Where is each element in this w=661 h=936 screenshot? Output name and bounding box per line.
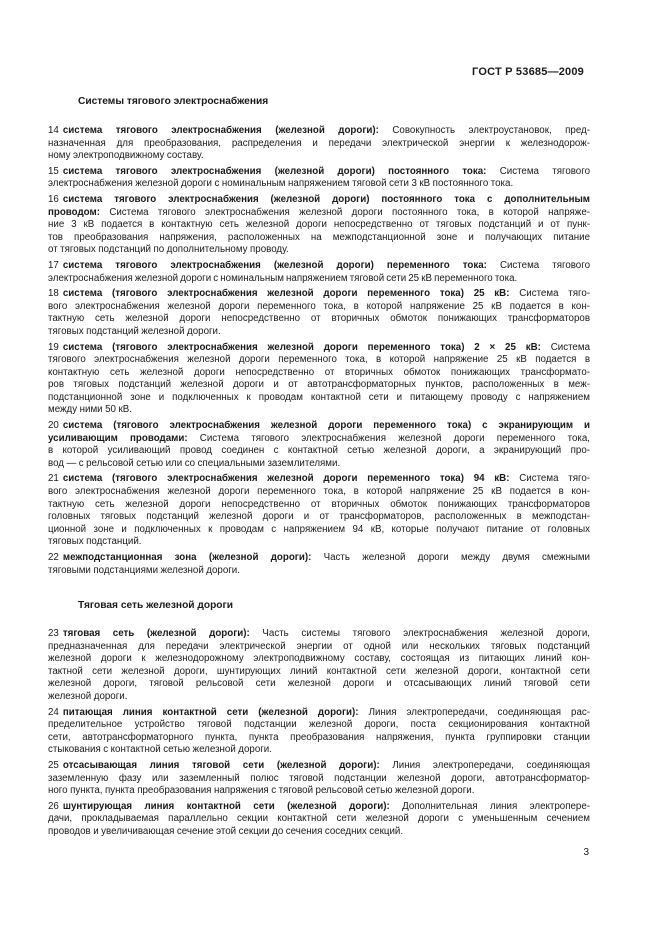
entry-line: ного пункта, пункта преобразования напряжения с тяговой рельсовой сетью железной дороги. [48,785,475,797]
entry-line: тактную сеть железной дороги непосредственно от вторичных обмоток понижающих трансформаторов [48,313,590,325]
entry-line: ционной зоне и подключенных к проводам с напряжением 94 кВ, которые получают питание от головных [48,523,590,535]
term-entry-24 [48,707,590,757]
entry-line: железной дороги, тяговой рельсовой сети железной дороги и отсасывающих линий тяговой сети [48,678,590,690]
entry-line: 26 шунтирующая линия контактной сети (железной дороги): Дополнительная линия электропере- [48,800,590,812]
entry-line: тактной сети железной дороги, шунтирующих линий контактной сети железной дороги, контактной сети [48,665,590,677]
section-title-traction-power-systems: Системы тягового электроснабжения [78,96,269,107]
entry-line: 23 тяговая сеть (железной дороги): Часть системы тягового электроснабжения железной дороги, [48,628,590,639]
entry-line: проводом: Система тягового электроснабжения железной дороги постоянного тока, в которой напряже- [48,206,590,218]
entry-line: железной дороги. [48,690,128,702]
entry-line: тягового электроснабжения железной дороги переменного тока, в которой напряжение 25 кВ подается в [48,354,590,366]
entry-line: тактную сеть железной дороги непосредственно от вторичных обмоток понижающих трансформаторов [48,498,590,510]
term-entry-17 [48,260,590,285]
term-entry-23 [48,628,590,704]
entry-line: 18 система (тягового электроснабжения железной дороги переменного тока) 25 кВ: Система тяго- [48,288,590,300]
entry-line: 21 система (тягового электроснабжения железной дороги переменного тока) 94 кВ: Система тяго- [48,473,590,485]
entry-line: 25 отсасывающая линия тяговой сети (железной дороги): Линия электропередачи, соединяющая [48,759,590,771]
term-entry-20 [48,420,590,470]
term-entry-16 [48,194,590,257]
entry-line: ние 3 кВ подается в контактную сеть железной дороги непосредственно от тяговых подстанций и от пунк- [48,219,590,231]
entry-line: заземленную фазу или заземленный полюс тяговой подстанции железной дороги, автотрансформатор- [48,772,590,784]
entry-line: между ними 50 кВ. [48,404,132,416]
entry-line: электроснабжения железной дороги с номинальным напряжением тяговой сети 25 кВ переменного тока. [48,272,518,284]
entry-line: 15 система тягового электроснабжения (железной дороги) постоянного тока: Система тягового [48,165,590,177]
section-title-traction-network: Тяговая сеть железной дороги [78,600,234,611]
entry-line: стыкования с контактной сетью железной дороги. [48,744,272,756]
entry-line: 19 система (тягового электроснабжения железной дороги переменного тока) 2 × 25 кВ: Система [48,341,590,353]
entry-line: проводов и увеличивающая сечение этой секции до сечения соседних секций. [48,825,404,837]
entry-line: 17 система тягового электроснабжения (железной дороги) переменного тока: Система тягового [48,259,590,271]
entry-line: электроснабжения железной дороги с номинальным напряжением тяговой сети 3 кВ постоянного тока. [48,178,514,190]
entry-line: предназначенная для передачи электрической энергии от одной или нескольких тяговых подстанций [48,640,590,652]
section-traction-power-systems [48,125,590,580]
term-entry-15 [48,166,590,191]
entry-line: подстанционной зоне и подключенных к проводам контактной сети и питающему проводу с напряжением [48,391,590,403]
term-entry-26 [48,801,590,839]
entry-line: вод — с рельсовой сетью или со специальными заземлителями. [48,457,341,469]
section-traction-network [48,628,590,842]
entry-line: 20 система (тягового электроснабжения железной дороги переменного тока) с экранирующим и [48,420,590,432]
term-entry-14 [48,125,590,163]
entry-line: усиливающим проводами: Система тягового электроснабжения железной дороги переменного тока, [48,432,590,444]
entry-line: пределительное устройство тяговой подстанции железной дороги, поста секционирования контактной [48,719,590,731]
entry-line: назначенная для преобразования, распределения и передачи электрической энергии к железнодорож- [48,137,590,149]
entry-line: тяговыми подстанциями железной дороги. [48,564,240,576]
entry-line: контактную сеть железной дороги непосредственно от вторичных обмоток понижающих трансформато- [48,366,590,378]
entry-line: от тяговых подстанций по дополнительному проводу. [48,244,289,256]
entry-line: дачи, прокладываемая параллельно секции контактной сети железной дороги с уменьшенным сечением [48,813,590,825]
entry-line: головных тяговых подстанций железной дороги и от трансформаторов, расположенных в межподстан- [48,511,590,523]
term-entry-18 [48,288,590,338]
term-entry-22 [48,552,590,577]
term-entry-25 [48,760,590,798]
entry-line: тяговых подстанций железной дороги. [48,325,221,337]
term-entry-21 [48,473,590,549]
entry-line: тяговых подстанций. [48,536,142,548]
entry-line: тов преобразования напряжения, расположенных на межподстанционной зоне и получающих питание [48,231,590,243]
entry-line: железной дороги к железнодорожному электроподвижному составу, состоящая из питающих линий кон- [48,653,590,665]
entry-line: 16 система тягового электроснабжения (железной дороги) постоянного тока с дополнительным [48,193,590,205]
entry-line: в которой усиливающий провод соединен с контактной сетью железной дороги, а экранирующий про- [48,445,590,457]
entry-line: 14 система тягового электроснабжения (железной дороги): Совокупность электроустановок, пред- [48,125,590,136]
entry-line: сети, автотрансформаторного пункта, пункта преобразования напряжения, пункта группировки станции [48,731,590,743]
entry-line: 24 питающая линия контактной сети (железной дороги): Линия электропередачи, соединяющая рас- [48,706,590,718]
entry-line: вого электроснабжения железной дороги переменного тока, в которой напряжение 25 кВ подается в кон- [48,300,590,312]
entry-line: ров тяговых подстанций железной дороги и от автотрансформаторных пунктов, расположенных в меж- [48,379,590,391]
term-entry-19 [48,342,590,418]
entry-line: ному электроподвижному составу. [48,150,204,162]
entry-line: 22 межподстанционная зона (железной дороги): Часть железной дороги между двумя смежными [48,552,590,563]
entry-line: вого электроснабжения железной дороги переменного тока, в которой напряжение 25 кВ подается в кон- [48,486,590,498]
page-number: 3 [583,847,589,858]
standard-designation: ГОСТ Р 53685—2009 [472,66,584,78]
